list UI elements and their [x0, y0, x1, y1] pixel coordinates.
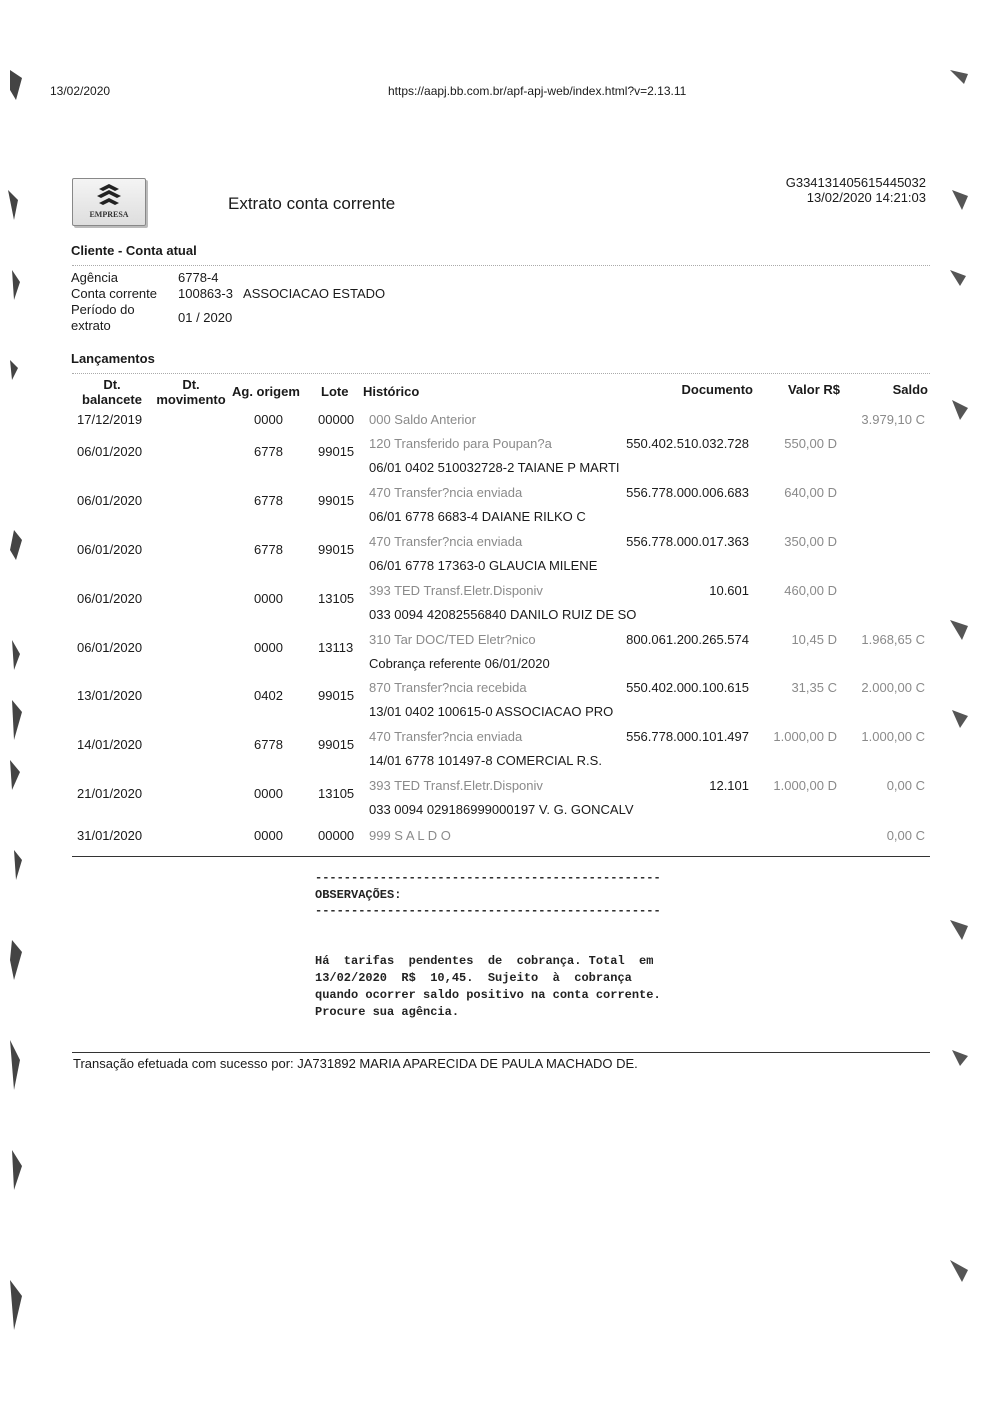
cell-valor: 460,00 D — [784, 583, 837, 598]
col-header-text: Dt. — [103, 377, 121, 392]
cell-documento: 556.778.000.006.683 — [626, 485, 749, 500]
cell-historico: 470 Transfer?ncia enviada — [369, 729, 523, 744]
periodo-label-2: extrato — [71, 318, 111, 333]
cell-saldo: 0,00 C — [886, 828, 925, 843]
cell-historico-detail: 033 0094 029186999000197 V. G. GONCALV — [369, 802, 634, 817]
cell-historico: 470 Transfer?ncia enviada — [369, 534, 523, 549]
cell-saldo: 3.979,10 C — [861, 412, 925, 427]
divider — [72, 265, 930, 266]
cell-lote: 13105 — [318, 786, 355, 801]
col-header-saldo: Saldo — [892, 382, 928, 397]
col-header-valor: Valor R$ — [787, 382, 840, 397]
print-date: 13/02/2020 — [50, 84, 111, 98]
page-title: Extrato conta corrente — [228, 194, 396, 213]
cell-historico: 393 TED Transf.Eletr.Disponiv — [369, 778, 543, 793]
cell-lote: 13105 — [318, 591, 355, 606]
cell-saldo: 1.968,65 C — [861, 632, 925, 647]
cell-valor: 350,00 D — [784, 534, 837, 549]
cell-lote: 99015 — [318, 688, 355, 703]
col-header-dt-movimento — [152, 377, 230, 407]
cell-lote: 99015 — [318, 542, 355, 557]
cell-ag-origem: 6778 — [254, 542, 283, 557]
periodo-value: 01 / 2020 — [178, 310, 233, 325]
cell-saldo: 1.000,00 C — [861, 729, 925, 744]
cell-lote: 99015 — [318, 737, 355, 752]
cell-lote: 00000 — [318, 412, 355, 427]
obs-dashes-top: ------------------------------------------------ — [315, 871, 661, 885]
client-section-title: Cliente - Conta atual — [71, 243, 197, 258]
cell-ag-origem: 0000 — [254, 786, 283, 801]
cell-valor: 550,00 D — [784, 436, 837, 451]
conta-label: Conta corrente — [71, 286, 157, 301]
cell-historico: 120 Transferido para Poupan?a — [369, 436, 552, 451]
cell-valor: 640,00 D — [784, 485, 837, 500]
cell-lote: 99015 — [318, 493, 355, 508]
cell-date: 06/01/2020 — [77, 591, 143, 606]
cell-historico-detail: 06/01 6778 6683-4 DAIANE RILKO C — [369, 509, 586, 524]
cell-saldo: 0,00 C — [886, 778, 925, 793]
cell-documento: 550.402.510.032.728 — [626, 436, 749, 451]
cell-historico-detail: 033 0094 42082556840 DANILO RUIZ DE SO — [369, 607, 637, 622]
col-header-ag-origem: Ag. origem — [232, 384, 300, 399]
cell-ag-origem: 0402 — [254, 688, 283, 703]
cell-historico: 470 Transfer?ncia enviada — [369, 485, 523, 500]
lancamentos-section-title: Lançamentos — [71, 351, 155, 366]
col-header-dt-balancete — [72, 377, 152, 407]
cell-ag-origem: 0000 — [254, 828, 283, 843]
cell-historico-detail: 06/01 6778 17363-0 GLAUCIA MILENE — [369, 558, 598, 573]
cell-ag-origem: 0000 — [254, 640, 283, 655]
cell-date: 17/12/2019 — [77, 412, 143, 427]
document-id — [786, 175, 926, 205]
cell-ag-origem: 0000 — [254, 591, 283, 606]
periodo-label-1: Período do — [71, 302, 135, 317]
obs-dashes-bottom: ------------------------------------------------ — [315, 904, 661, 918]
footer-rule — [72, 1052, 930, 1053]
cell-valor: 10,45 D — [791, 632, 837, 647]
cell-ag-origem: 6778 — [254, 444, 283, 459]
conta-value: 100863-3 ASSOCIACAO ESTADO — [178, 286, 386, 301]
cell-valor: 1.000,00 D — [773, 778, 837, 793]
obs-line: quando ocorrer saldo positivo na conta corrente. — [315, 988, 661, 1002]
cell-historico-detail: 13/01 0402 100615-0 ASSOCIACAO PRO — [369, 704, 614, 719]
bank-logo — [72, 178, 146, 226]
logo-text: EMPRESA — [89, 210, 129, 219]
footer-text: Transação efetuada com sucesso por: JA731892 MARIA APARECIDA DE PAULA MACHADO DE. — [73, 1056, 638, 1071]
scan-edge-artifact-left — [0, 60, 28, 1340]
cell-historico-detail: 06/01 0402 510032728-2 TAIANE P MARTI — [369, 460, 620, 475]
cell-valor: 1.000,00 D — [773, 729, 837, 744]
cell-documento: 800.061.200.265.574 — [626, 632, 749, 647]
cell-documento: 556.778.000.017.363 — [626, 534, 749, 549]
col-header-text: Dt. — [182, 377, 200, 392]
cell-valor: 31,35 C — [791, 680, 837, 695]
cell-ag-origem: 0000 — [254, 412, 283, 427]
scan-edge-artifact-right — [946, 60, 972, 1350]
cell-date: 06/01/2020 — [77, 493, 143, 508]
cell-date: 13/01/2020 — [77, 688, 143, 703]
cell-date: 06/01/2020 — [77, 640, 143, 655]
cell-historico: 870 Transfer?ncia recebida — [369, 680, 527, 695]
cell-lote: 13113 — [318, 640, 354, 655]
cell-historico: 393 TED Transf.Eletr.Disponiv — [369, 583, 543, 598]
cell-historico: 000 Saldo Anterior — [369, 412, 476, 427]
cell-date: 31/01/2020 — [77, 828, 143, 843]
cell-date: 14/01/2020 — [77, 737, 143, 752]
col-header-text: balancete — [82, 392, 142, 407]
obs-label: OBSERVAÇÕES: — [315, 888, 402, 902]
cell-historico: 310 Tar DOC/TED Eletr?nico — [369, 632, 536, 647]
table-bottom-rule — [72, 856, 930, 857]
cell-date: 06/01/2020 — [77, 542, 143, 557]
cell-documento: 10.601 — [709, 583, 749, 598]
agencia-value: 6778-4 — [178, 270, 219, 285]
obs-line: Há tarifas pendentes de cobrança. Total em — [315, 954, 654, 968]
cell-documento: 12.101 — [709, 778, 749, 793]
cell-documento: 550.402.000.100.615 — [626, 680, 749, 695]
document-datetime: 13/02/2020 14:21:03 — [806, 190, 926, 205]
col-header-text: movimento — [156, 392, 226, 407]
divider — [72, 373, 930, 374]
document-code: G334131405615445032 — [785, 175, 926, 190]
obs-line: Procure sua agência. — [315, 1005, 460, 1019]
agencia-label: Agência — [71, 270, 118, 285]
cell-lote: 00000 — [318, 828, 355, 843]
cell-historico: 999 S A L D O — [369, 828, 451, 843]
cell-historico-detail: Cobrança referente 06/01/2020 — [369, 656, 550, 671]
bank-logo-icon — [95, 183, 123, 209]
cell-ag-origem: 6778 — [254, 737, 283, 752]
col-header-historico: Histórico — [363, 384, 420, 399]
cell-ag-origem: 6778 — [254, 493, 283, 508]
cell-date: 21/01/2020 — [77, 786, 143, 801]
cell-date: 06/01/2020 — [77, 444, 143, 459]
cell-lote: 99015 — [318, 444, 355, 459]
print-url: https://aapj.bb.com.br/apf-apj-web/index.html?v=2.13.11 — [388, 84, 687, 98]
obs-line: 13/02/2020 R$ 10,45. Sujeito à cobrança — [315, 971, 632, 985]
col-header-documento: Documento — [681, 382, 753, 397]
col-header-lote: Lote — [321, 384, 349, 399]
cell-saldo: 2.000,00 C — [861, 680, 925, 695]
cell-documento: 556.778.000.101.497 — [626, 729, 749, 744]
cell-historico-detail: 14/01 6778 101497-8 COMERCIAL R.S. — [369, 753, 602, 768]
